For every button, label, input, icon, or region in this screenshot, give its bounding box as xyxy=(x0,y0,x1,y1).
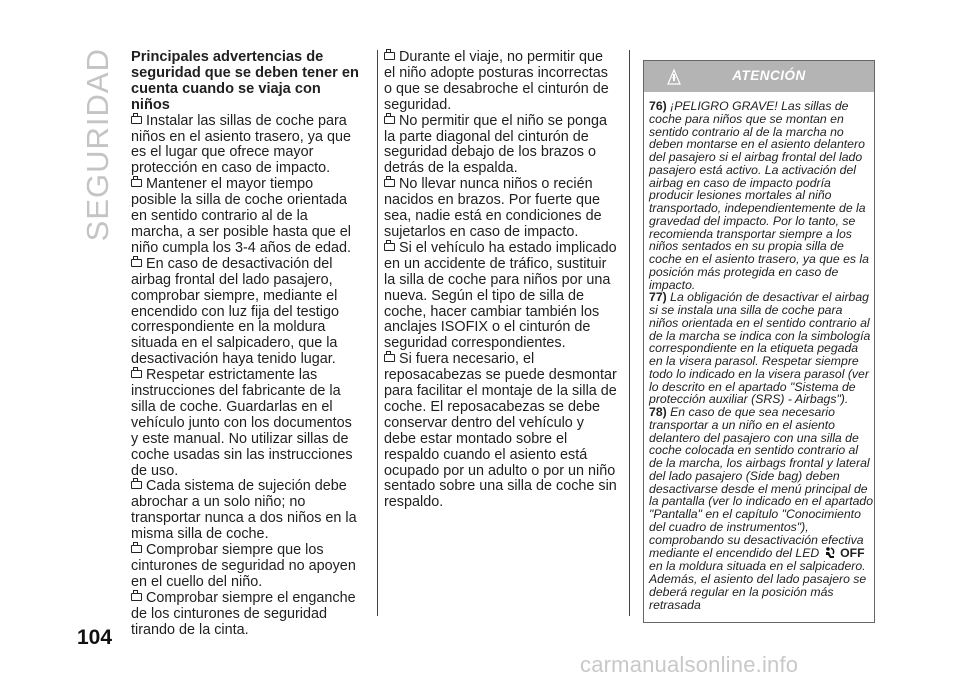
square-bullet-icon xyxy=(131,259,142,267)
airbag-off-icon xyxy=(823,546,837,560)
warning-note-77 xyxy=(649,291,875,406)
note-text: La obligación de desactivar el airbag si se instala una silla de coche para niños orientada en el sentido contrario al de la marcha se indica con la simbología correspondiente en la etiqueta pegada en la visera parasol. Respetar siempre todo lo indicado en la visera parasol (ver lo descrito en el apartado "Sistema de protección auxiliar (SRS) - Airbags"). xyxy=(649,290,871,407)
section-title: SEGURIDAD xyxy=(80,48,115,242)
column-2 xyxy=(384,50,618,511)
off-label: OFF xyxy=(840,546,865,561)
list-item xyxy=(131,543,359,591)
note-text: ¡PELIGRO GRAVE! Las sillas de coche para niños que se montan en sentido contrario al de la marcha no deben montarse en el asiento delantero del pasajero si el airbag frontal del lado pasajero está activo. La activación del airbag en caso de impacto podría producir lesiones mortales al niño transportado, independientemente de la gravedad del impacto. Por lo tanto, se recomienda transportar siempre a los niños sentados en su propia silla de coche en el asiento trasero, ya que es la posición más protegida en caso de impacto. xyxy=(649,99,869,292)
list-item-text: Cada sistema de sujeción debe abrochar a un solo niño; no transportar nunca a dos niños en la misma silla de coche. xyxy=(131,478,357,543)
column-1 xyxy=(131,50,359,639)
square-bullet-icon xyxy=(384,354,395,362)
section-heading: Principales advertencias de seguridad que se deben tener en cuenta cuando se viaja con niños xyxy=(131,49,359,113)
list-item xyxy=(131,257,359,368)
list-item-text: Durante el viaje, no permitir que el niño adopte posturas incorrectas o que se desabroche el cinturón de seguridad. xyxy=(384,49,609,113)
list-item-text: No permitir que el niño se ponga la parte diagonal del cinturón de seguridad debajo de los brazos o detrás de la espalda. xyxy=(384,112,607,177)
square-bullet-icon xyxy=(131,116,142,124)
list-item xyxy=(384,241,618,352)
column-2-list xyxy=(384,50,618,511)
list-item-text: No llevar nunca niños o recién nacidos en brazos. Por fuerte que sea, nadie está en condiciones de sujetarlos en caso de impacto. xyxy=(384,176,602,240)
square-bullet-icon xyxy=(131,481,142,489)
square-bullet-icon xyxy=(384,179,395,187)
square-bullet-icon xyxy=(131,370,142,378)
list-item xyxy=(131,479,359,543)
square-bullet-icon xyxy=(131,545,142,553)
list-item-text: En caso de desactivación del airbag frontal del lado pasajero, comprobar siempre, mediante el encendido con luz fija del testigo correspondiente en la moldura situada en el salpicadero, que la desactivación haya tenido lugar. xyxy=(131,255,340,368)
list-item-text: Respetar estrictamente las instrucciones del fabricante de la silla de coche. Guardarlas en el vehículo junto con los documentos y este manual. No utilizar sillas de coche usadas sin las instrucciones de uso. xyxy=(131,367,353,479)
note-text-continued: en la moldura situada en el salpicadero. Además, el asiento del lado pasajero se deberá regular en la posición más retrasada xyxy=(649,559,867,612)
list-item xyxy=(131,591,359,639)
list-item xyxy=(131,114,359,178)
list-item xyxy=(384,50,618,114)
list-item-text: Si el vehículo ha estado implicado en un accidente de tráfico, sustituir la silla de coche para niños por una nueva. Según el tipo de silla de coche, hacer cambiar también los anclajes ISOFIX o el cinturón de seguridad correspondientes. xyxy=(384,239,617,352)
note-number: 77) xyxy=(649,290,667,305)
square-bullet-icon xyxy=(384,243,395,251)
warning-body xyxy=(649,100,875,611)
list-item-text: Comprobar siempre el enganche de los cinturones de seguridad tirando de la cinta. xyxy=(131,589,356,638)
warning-title: ATENCIÓN xyxy=(732,68,806,83)
list-item xyxy=(384,177,618,241)
column-1-list xyxy=(131,114,359,639)
list-item-text: Si fuera necesario, el reposacabezas se puede desmontar para facilitar el montaje de la silla de coche. El reposacabezas se debe conservar dentro del vehículo y debe estar montado sobre el respaldo cuando el asiento está ocupado por un adulto o por un niño sentado sobre una silla de coche sin respaldo. xyxy=(384,351,617,511)
column-divider-1 xyxy=(377,50,378,616)
page-number: 104 xyxy=(77,626,113,649)
warning-note-78 xyxy=(649,406,875,611)
square-bullet-icon xyxy=(131,593,142,601)
square-bullet-icon xyxy=(384,52,395,60)
list-item xyxy=(131,177,359,257)
list-item-text: Instalar las sillas de coche para niños en el asiento trasero, ya que es el lugar que ofrece mayor protección en caso de impacto. xyxy=(131,112,351,177)
list-item-text: Comprobar siempre que los cinturones de seguridad no apoyen en el cuello del niño. xyxy=(131,542,356,590)
warning-box xyxy=(643,60,875,623)
watermark: carmanualsonline.info xyxy=(580,652,799,677)
list-item-text: Mantener el mayor tiempo posible la silla de coche orientada en sentido contrario al de la marcha, a ser posible hasta que el niño cumpla los 3-4 años de edad. xyxy=(131,176,352,256)
list-item xyxy=(384,114,618,178)
warning-header xyxy=(644,61,874,92)
column-divider-2 xyxy=(629,50,630,616)
note-text: En caso de que sea necesario transportar a un niño en el asiento delantero del pasajero con una silla de coche colocada en sentido contrario al de la marcha, los airbags frontal y lateral del lado pasajero (Side bag) deben desactivarse desde el menú principal de la pantalla (ver lo indicado en el apartado "Pantalla" en el capítulo "Conocimiento del cuadro de instrumentos"), comprobando su desactivación efectiva mediante el encendido del LED xyxy=(649,405,874,561)
list-item xyxy=(131,368,359,479)
square-bullet-icon xyxy=(131,179,142,187)
list-item xyxy=(384,352,618,511)
note-number: 78) xyxy=(649,405,667,419)
square-bullet-icon xyxy=(384,116,395,124)
warning-note-76 xyxy=(649,100,875,291)
note-number: 76) xyxy=(649,99,667,113)
